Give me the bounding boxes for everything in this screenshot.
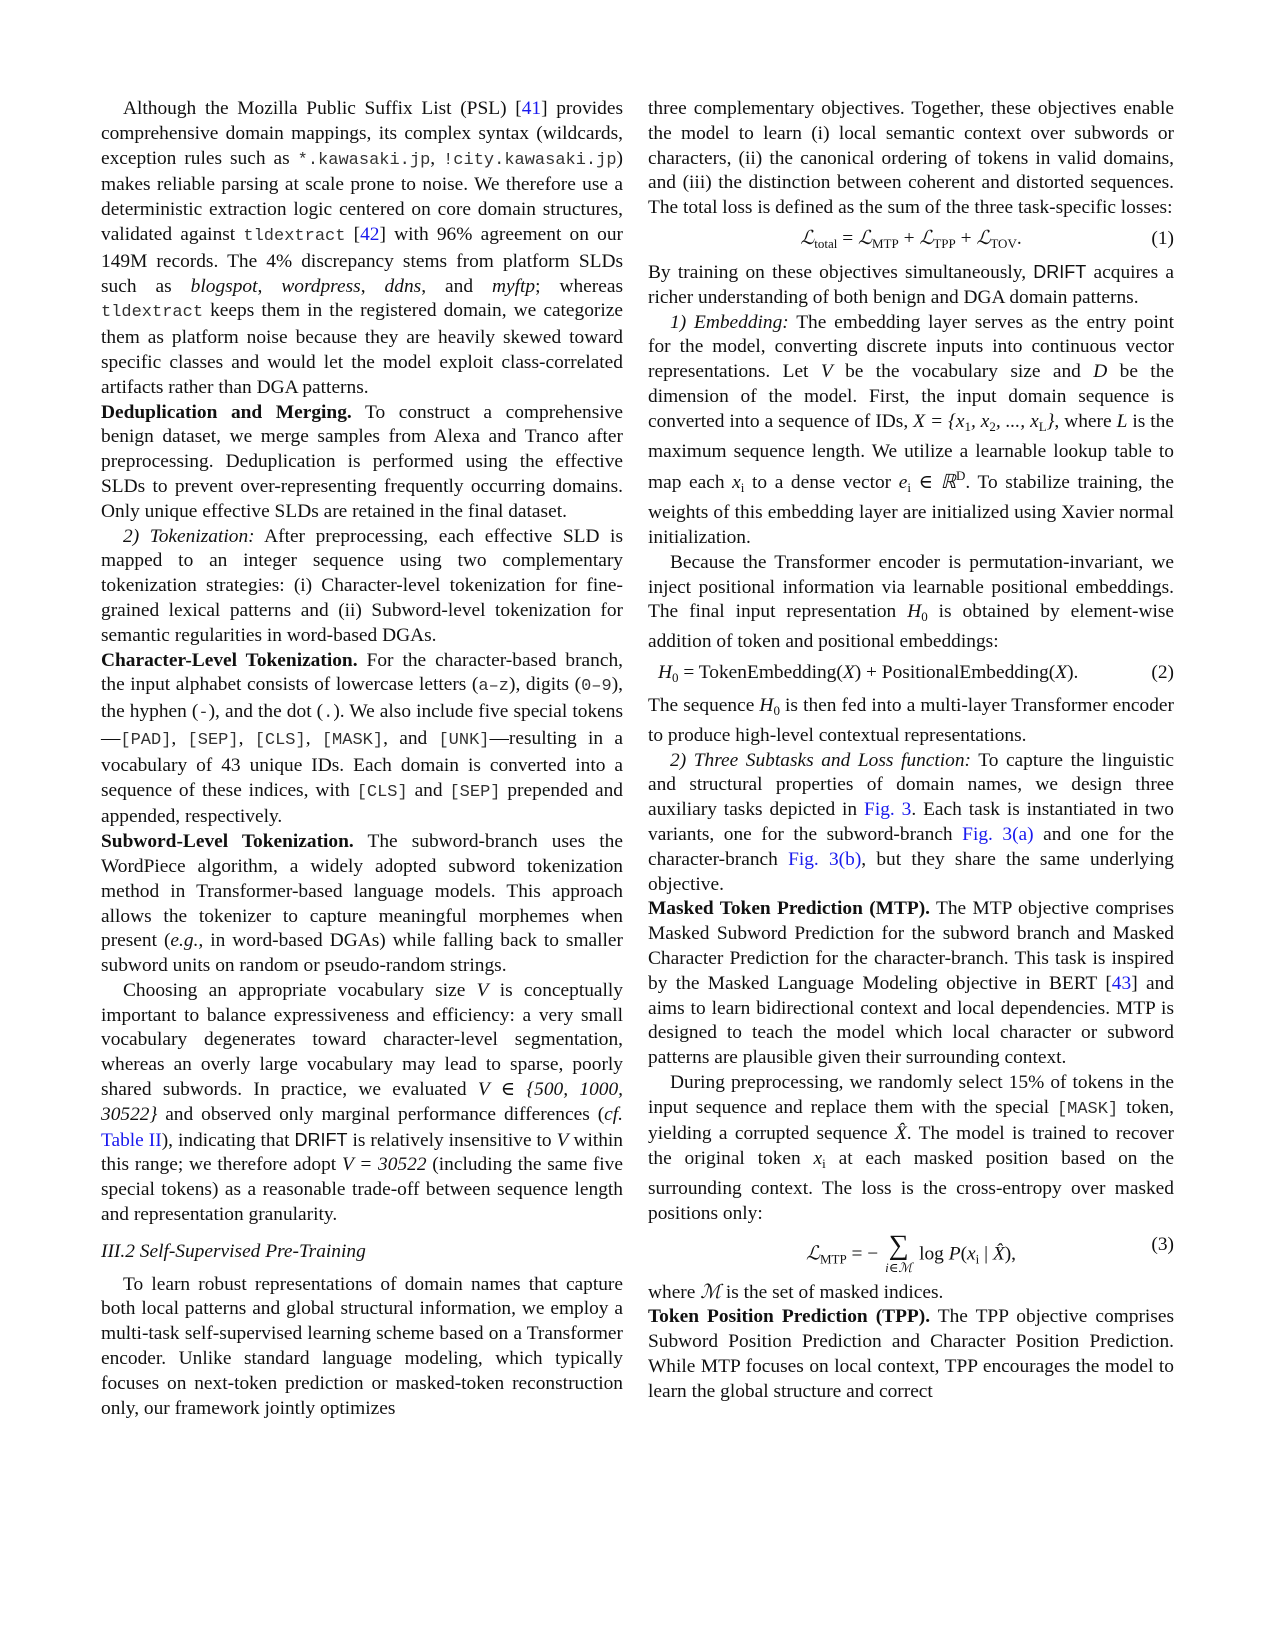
math-inline: V ∈ {500, 1000, 30522} (101, 1079, 623, 1125)
code-text: [UNK] (438, 730, 490, 750)
code-text: - (198, 704, 209, 724)
code-text: [MASK] (321, 730, 384, 750)
text: . To stabilize training, the weights of this embedding layer are initialized using Xavier normal initialization. (648, 472, 1174, 548)
text: The MTP objective comprises Masked Subword Prediction for the subword branch and Masked Character Prediction for the character-branch. This task is inspired by the Masked Language Modeling objective in BERT [ (648, 898, 1174, 994)
equation-number: (3) (1151, 1233, 1174, 1255)
text: within this range; we therefore adopt (101, 1129, 624, 1176)
equation-number: (2) (1151, 661, 1174, 683)
text: To construct a comprehensive benign dataset, we merge samples from Alexa and Tranco after preprocessing. Deduplication is performed using the effective SLDs to prevent over-representing frequently occurring domains. Only unique effective SLDs are retained in the final dataset. (101, 401, 623, 522)
table-link[interactable]: Table II (101, 1129, 162, 1151)
figure-link[interactable]: Fig. 3(b) (788, 848, 862, 870)
math-inline: V (476, 979, 489, 1001)
text: to a dense vector (744, 472, 899, 494)
text: Because the Transformer encoder is permutation-invariant, we inject positional information via learnable positional embeddings. The final input representation (648, 551, 1174, 623)
text: , and (421, 275, 492, 297)
math-inline: V (820, 361, 833, 383)
code-text: 0–9 (581, 677, 612, 697)
paragraph-subtasks (648, 749, 1174, 898)
subsection-heading: 1) Embedding: (670, 311, 789, 333)
text: ), the hyphen ( (101, 674, 623, 723)
section-heading: III.2 Self-Supervised Pre-Training (101, 1240, 366, 1262)
text: ), indicating that (161, 1129, 295, 1151)
text: ] with 96% agreement on our 149M records. The 4% discrepancy stems from platform SLDs such as (101, 223, 623, 297)
paragraph-mtp (648, 897, 1174, 1071)
text: is obtained by element-wise addition of token and positional embeddings: (648, 601, 1175, 653)
text: prepended and appended, respectively. (101, 779, 623, 828)
paragraph-pretraining: To learn robust representations of domain names that capture both local patterns and global structural information, we employ a multi-task self-supervised learning scheme based on a Transformer encoder. Unlike standard language modeling, which typically focuses on next-token prediction or masked-token reconstruction only, our framework jointly optimizes (101, 1273, 623, 1419)
text: and observed only marginal performance differences ( (157, 1103, 605, 1125)
paragraph-heading: Token Position Prediction (TPP). (648, 1306, 931, 1328)
text: myftp (492, 275, 536, 297)
text: To capture the linguistic and structural properties of domain names, we design three auxiliary tasks depicted in (648, 749, 1174, 821)
paragraph-deduplication (101, 401, 623, 525)
text: ). We also include five special tokens— (101, 701, 623, 749)
paragraph-vocab-size (101, 979, 623, 1228)
text: be the vocabulary size and (832, 361, 1094, 383)
text: is the set of masked indices. (720, 1281, 944, 1303)
text: is then fed into a multi-layer Transformer encoder to produce high-level contextual representations. (648, 694, 1174, 746)
code-text: [CLS] (356, 782, 408, 802)
paragraph-positional (648, 551, 1174, 655)
paragraph-masking (648, 1071, 1174, 1227)
text: . The model is trained to recover the original token (648, 1123, 1174, 1170)
paragraph-sequence (648, 694, 1174, 749)
math-inline: $e_i$ ∈ ℝ$^D$ (898, 468, 966, 496)
system-name: DRIFT (294, 1129, 348, 1150)
paragraph-subword-tokenization (101, 830, 623, 979)
text: Choosing an appropriate vocabulary size (123, 979, 477, 1001)
text: By training on these objectives simultaneously, (648, 261, 1034, 283)
text: , (305, 727, 322, 749)
code-text: [SEP] (449, 782, 501, 802)
text: , (430, 147, 444, 169)
text: ] provides comprehensive domain mappings, its complex syntax (wildcards, exception rules such as (101, 98, 623, 169)
math-inline: V = 30522 (341, 1154, 427, 1176)
math-inline: V (556, 1129, 569, 1151)
figure-link[interactable]: Fig. 3(a) (962, 823, 1034, 845)
code-text: [CLS] (254, 730, 306, 750)
text: at each masked position based on the surrounding context. The loss is the cross-entropy over masked positions only: (648, 1148, 1174, 1224)
text: After preprocessing, each effective SLD is mapped to an integer sequence using two complementary tokenization strategies: (i) Character-level tokenization for fine-grained lexical patterns and (ii) Subword-level tokenization for semantic regularities in word-based DGAs. (101, 525, 623, 646)
system-name: DRIFT (1033, 261, 1087, 282)
text: The sequence (648, 694, 760, 716)
text: —resulting in a vocabulary of 43 unique IDs. Each domain is converted into a sequence of these indices, with (101, 727, 623, 801)
left-column (101, 97, 623, 1421)
text: keeps them in the registered domain, we categorize them as platform noise because they are heavily skewed toward specific classes and would let the model exploit class-correlated artifacts rather than DGA patterns. (101, 300, 623, 398)
text: and one for the character-branch (648, 823, 1175, 870)
equation-1 (648, 224, 1174, 257)
equation-body: ℒ$_{total}$ = ℒ$_{MTP}$ + ℒ$_{TPP}$ + ℒ$_{TOV}$. (800, 227, 1022, 251)
code-text: *.kawasaki.jp (297, 150, 431, 170)
paragraph-heading: Deduplication and Merging. (101, 401, 352, 423)
text: ddns (384, 275, 422, 297)
text: For the character-based branch, the input alphabet consists of lowercase letters ( (101, 649, 623, 696)
text: ) makes reliable parsing at scale prone to noise. We therefore use a deterministic extraction logic centered on core domain structures, validated against (101, 147, 624, 245)
text: wordpress (281, 275, 361, 297)
text: (including the same five special tokens) as a reasonable trade-off between sequence length and representation granularity. (101, 1154, 623, 1226)
code-text: [PAD] (120, 730, 172, 750)
text: ; whereas (535, 275, 623, 297)
text: ), digits ( (509, 674, 582, 696)
math-inline: $x_i$ (732, 472, 745, 496)
text: e.g., (170, 930, 204, 952)
text: , but they share the same underlying objective. (648, 848, 1174, 895)
citation-link[interactable]: 42 (360, 223, 380, 245)
text: [ (345, 223, 361, 245)
text: ] and aims to learn bidirectional context and local dependencies. MTP is designed to teach the model which local character or subword patterns are plausible given their surrounding context. (648, 972, 1174, 1069)
math-inline: ℳ (700, 1281, 721, 1303)
paragraph-heading: Subword-Level Tokenization. (101, 831, 354, 853)
text: acquires a richer understanding of both benign and DGA domain patterns. (648, 261, 1175, 308)
citation-link[interactable]: 41 (521, 98, 542, 119)
text: blogspot (190, 275, 258, 297)
paragraph-heading: Masked Token Prediction (MTP). (648, 898, 931, 920)
code-text: [MASK] (1056, 1099, 1119, 1119)
text: token, yielding a corrupted sequence (648, 1096, 1174, 1145)
text: be the dimension of the model. First, the input domain sequence is converted into a sequence of IDs, (648, 361, 1174, 432)
subsection-heading: 2) Three Subtasks and Loss function: (670, 749, 971, 771)
text: , where (1054, 410, 1117, 432)
paragraph-tpp (648, 1305, 1174, 1404)
code-text: tldextract (101, 303, 204, 323)
paragraph-char-tokenization (101, 649, 623, 831)
text: The embedding layer serves as the entry point for the model, converting discrete inputs into continuous vector representations. Let (648, 311, 1174, 383)
math-inline: X̂ (894, 1123, 907, 1145)
text: , and (383, 727, 439, 749)
equation-body: $H_0$ = TokenEmbedding(X) + PositionalEmbedding(X). (658, 661, 1079, 685)
paragraph-objectives: three complementary objectives. Together, these objectives enable the model to learn (i) local semantic context over subwords or characters, (ii) the canonical ordering of tokens in valid domains, and (iii) the distinction between coherent and distorted sequences. The total loss is defined as the sum of the three task-specific losses: (648, 98, 1174, 219)
text: and (407, 779, 450, 801)
code-text: a–z (478, 677, 509, 697)
equation-3 (648, 1230, 1174, 1278)
equation-2 (648, 658, 1174, 691)
text: During preprocessing, we randomly select 15% of tokens in the input sequence and replace them with the special (648, 1071, 1174, 1118)
text: is conceptually important to balance expressiveness and efficiency: a very small vocabulary degenerates toward character-level segmentation, whereas an overly large vocabulary may lead to sparse, poorly shared subwords. In practice, we evaluated (101, 979, 623, 1101)
math-inline: $X = \{x_1$, $x_2$, ..., $x_L$} (913, 410, 1055, 434)
text: . Each task is instantiated in two variants, one for the subword-branch (648, 799, 1175, 845)
right-column (648, 97, 1174, 1405)
text: is the maximum sequence length. We utilize a learnable lookup table to map each (648, 410, 1174, 494)
text: where (648, 1281, 701, 1303)
paragraph-embedding (648, 311, 1174, 551)
text: ), and the dot ( (208, 701, 324, 723)
paragraph-masked-indices (648, 1281, 1174, 1306)
equation-number: (1) (1151, 227, 1174, 249)
math-inline: L (1116, 410, 1128, 432)
text: The TPP objective comprises Subword Position Prediction and Character Position Prediction. While MTP focuses on local context, TPP encourages the model to learn the global structure and correct (648, 1306, 1174, 1402)
math-inline: $x_i$ (813, 1148, 826, 1172)
math-inline: $H_0$ (907, 601, 928, 625)
code-text: . (323, 704, 334, 724)
code-text: tldextract (243, 226, 346, 246)
text: cf. (604, 1103, 623, 1125)
math-inline: $H_0$ (759, 694, 780, 718)
paragraph-tokenization (101, 525, 623, 649)
text: Although the Mozilla Public Suffix List (PSL) [ (123, 98, 522, 119)
text: , (360, 275, 385, 297)
code-text: [SEP] (187, 730, 239, 750)
text: , (238, 727, 255, 749)
paragraph-psl (101, 97, 623, 401)
text: in word-based DGAs) while falling back to smaller subword units on random or pseudo-random strings. (101, 930, 623, 977)
subsection-heading: 2) Tokenization: (123, 525, 255, 547)
text: The subword-branch uses the WordPiece algorithm, a widely adopted subword tokenization method in Transformer-based language models. This approach allows the tokenizer to capture meaningful morphemes when present ( (101, 831, 623, 952)
code-text: !city.kawasaki.jp (443, 150, 617, 170)
math-inline: D (1093, 361, 1108, 383)
text: , (257, 275, 282, 297)
paragraph-training (648, 260, 1174, 311)
citation-link[interactable]: 43 (1111, 972, 1132, 994)
equation-body: ℒ$_{MTP}$ = − ∑ i∈ℳ $\log P(x_i$ | X̂), (805, 1229, 1017, 1275)
paragraph-heading: Character-Level Tokenization. (101, 649, 358, 671)
text: , (171, 727, 188, 749)
text: is relatively insensitive to (347, 1129, 557, 1151)
figure-link[interactable]: Fig. 3 (864, 799, 912, 821)
